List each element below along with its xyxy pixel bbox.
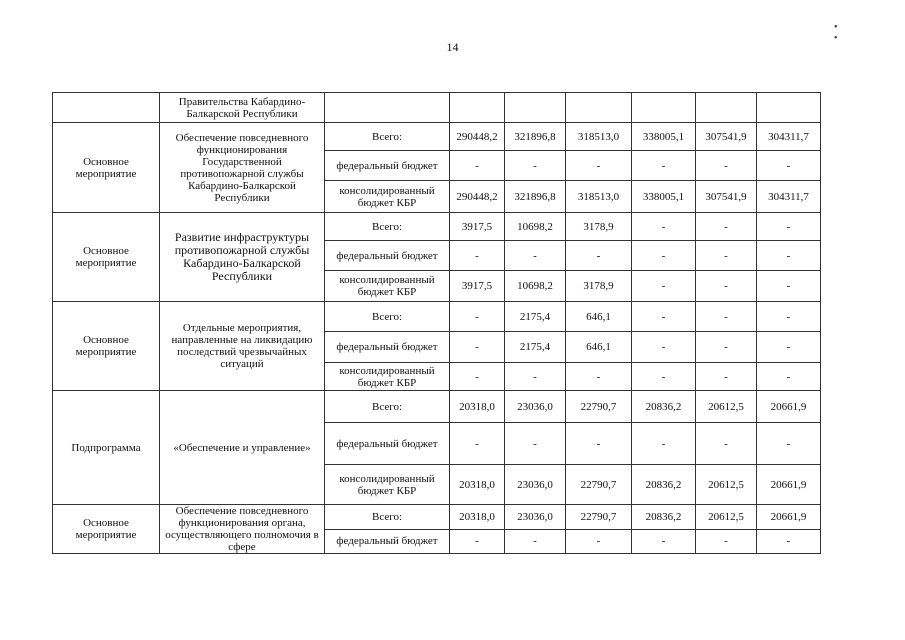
row-description-cell: Обеспечение повседневного функционирования Государственной противопожарной службы Кабардино-Балкарской Республики [160, 123, 325, 213]
funding-source-cell: Всего: [325, 213, 450, 241]
amount-cell: - [696, 302, 757, 332]
table-row [53, 213, 821, 241]
row-description-cell: «Обеспечение и управление» [160, 391, 325, 505]
funding-source-cell: федеральный бюджет [325, 241, 450, 271]
amount-cell: - [757, 213, 821, 241]
amount-cell: 20661,9 [757, 505, 821, 530]
row-description-cell: Отдельные мероприятия, направленные на ликвидацию последствий чрезвычайных ситуаций [160, 302, 325, 391]
amount-cell: - [632, 271, 696, 302]
amount-cell [566, 93, 632, 123]
amount-cell: - [450, 241, 505, 271]
amount-cell: 338005,1 [632, 181, 696, 213]
amount-cell: - [757, 529, 821, 554]
funding-source-cell: консолидированный бюджет КБР [325, 363, 450, 391]
amount-cell: 23036,0 [505, 391, 566, 423]
funding-source-cell: федеральный бюджет [325, 423, 450, 465]
amount-cell: - [505, 151, 566, 181]
row-description-cell: Обеспечение повседневного функционирования органа, осуществляющего полномочия в сфере [160, 505, 325, 554]
amount-cell: - [505, 529, 566, 554]
row-type-cell [53, 93, 160, 123]
row-type-cell: Подпрограмма [53, 391, 160, 505]
funding-source-cell: Всего: [325, 302, 450, 332]
amount-cell: 23036,0 [505, 465, 566, 505]
amount-cell: 20612,5 [696, 505, 757, 530]
amount-cell: - [450, 423, 505, 465]
amount-cell: - [566, 151, 632, 181]
amount-cell: - [566, 423, 632, 465]
amount-cell: 318513,0 [566, 123, 632, 151]
funding-source-cell: федеральный бюджет [325, 332, 450, 363]
amount-cell: - [566, 363, 632, 391]
amount-cell: - [696, 332, 757, 363]
amount-cell: - [632, 529, 696, 554]
funding-source-cell: федеральный бюджет [325, 151, 450, 181]
amount-cell: - [505, 241, 566, 271]
table-row [53, 302, 821, 332]
amount-cell: 20661,9 [757, 391, 821, 423]
amount-cell: - [632, 332, 696, 363]
amount-cell: - [696, 363, 757, 391]
amount-cell: - [450, 151, 505, 181]
amount-cell: 22790,7 [566, 505, 632, 530]
amount-cell: - [505, 423, 566, 465]
funding-source-cell: консолидированный бюджет КБР [325, 181, 450, 213]
amount-cell: 10698,2 [505, 271, 566, 302]
funding-source-cell: Всего: [325, 123, 450, 151]
funding-source-cell: Всего: [325, 391, 450, 423]
amount-cell: - [757, 151, 821, 181]
funding-source-cell: консолидированный бюджет КБР [325, 271, 450, 302]
amount-cell: 318513,0 [566, 181, 632, 213]
table-row [53, 123, 821, 151]
amount-cell: - [696, 241, 757, 271]
amount-cell [632, 93, 696, 123]
amount-cell: - [696, 529, 757, 554]
amount-cell: 646,1 [566, 332, 632, 363]
amount-cell: 22790,7 [566, 391, 632, 423]
amount-cell: 307541,9 [696, 123, 757, 151]
row-type-cell: Основное мероприятие [53, 302, 160, 391]
amount-cell: 20836,2 [632, 391, 696, 423]
amount-cell: 20612,5 [696, 465, 757, 505]
amount-cell: - [632, 151, 696, 181]
row-type-cell: Основное мероприятие [53, 123, 160, 213]
amount-cell: 10698,2 [505, 213, 566, 241]
amount-cell: 646,1 [566, 302, 632, 332]
amount-cell: 20836,2 [632, 505, 696, 530]
budget-table [52, 92, 821, 554]
funding-source-cell: консолидированный бюджет КБР [325, 465, 450, 505]
amount-cell: 290448,2 [450, 123, 505, 151]
amount-cell: 20318,0 [450, 465, 505, 505]
row-type-cell: Основное мероприятие [53, 505, 160, 554]
amount-cell: 304311,7 [757, 181, 821, 213]
amount-cell: 3178,9 [566, 271, 632, 302]
amount-cell: 338005,1 [632, 123, 696, 151]
amount-cell: - [757, 363, 821, 391]
amount-cell: 304311,7 [757, 123, 821, 151]
amount-cell: 22790,7 [566, 465, 632, 505]
amount-cell [450, 93, 505, 123]
amount-cell: 2175,4 [505, 302, 566, 332]
amount-cell: - [696, 271, 757, 302]
amount-cell: - [566, 241, 632, 271]
amount-cell: - [632, 423, 696, 465]
amount-cell: - [757, 302, 821, 332]
amount-cell [696, 93, 757, 123]
amount-cell: - [757, 423, 821, 465]
amount-cell: - [505, 363, 566, 391]
amount-cell: 321896,8 [505, 181, 566, 213]
amount-cell: 290448,2 [450, 181, 505, 213]
amount-cell: 2175,4 [505, 332, 566, 363]
amount-cell: - [696, 213, 757, 241]
amount-cell: 20318,0 [450, 391, 505, 423]
amount-cell: - [696, 423, 757, 465]
amount-cell: 20612,5 [696, 391, 757, 423]
amount-cell: 20661,9 [757, 465, 821, 505]
funding-source-cell: Всего: [325, 505, 450, 530]
amount-cell: - [632, 213, 696, 241]
amount-cell: 3917,5 [450, 213, 505, 241]
amount-cell: - [757, 332, 821, 363]
funding-source-cell [325, 93, 450, 123]
amount-cell: - [632, 302, 696, 332]
amount-cell: - [566, 529, 632, 554]
amount-cell: 307541,9 [696, 181, 757, 213]
amount-cell [757, 93, 821, 123]
amount-cell: 23036,0 [505, 505, 566, 530]
amount-cell: - [450, 363, 505, 391]
row-description-cell: Развитие инфраструктуры противопожарной службы Кабардино-Балкарской Республики [160, 213, 325, 302]
amount-cell: - [450, 332, 505, 363]
amount-cell: 3178,9 [566, 213, 632, 241]
table-row [53, 391, 821, 423]
page-number: 14 [446, 40, 459, 54]
amount-cell: - [450, 529, 505, 554]
table-row [53, 93, 821, 123]
amount-cell: 20836,2 [632, 465, 696, 505]
row-type-cell: Основное мероприятие [53, 213, 160, 302]
amount-cell: 20318,0 [450, 505, 505, 530]
amount-cell: - [632, 363, 696, 391]
amount-cell: - [696, 151, 757, 181]
row-description-cell: Правительства Кабардино-Балкарской Республики [160, 93, 325, 123]
amount-cell: - [757, 241, 821, 271]
amount-cell [505, 93, 566, 123]
amount-cell: - [632, 241, 696, 271]
funding-source-cell: федеральный бюджет [325, 529, 450, 554]
amount-cell: 3917,5 [450, 271, 505, 302]
amount-cell: - [757, 271, 821, 302]
corner-marks: • • [834, 22, 868, 44]
table-row [53, 505, 821, 530]
amount-cell: 321896,8 [505, 123, 566, 151]
amount-cell: - [450, 302, 505, 332]
